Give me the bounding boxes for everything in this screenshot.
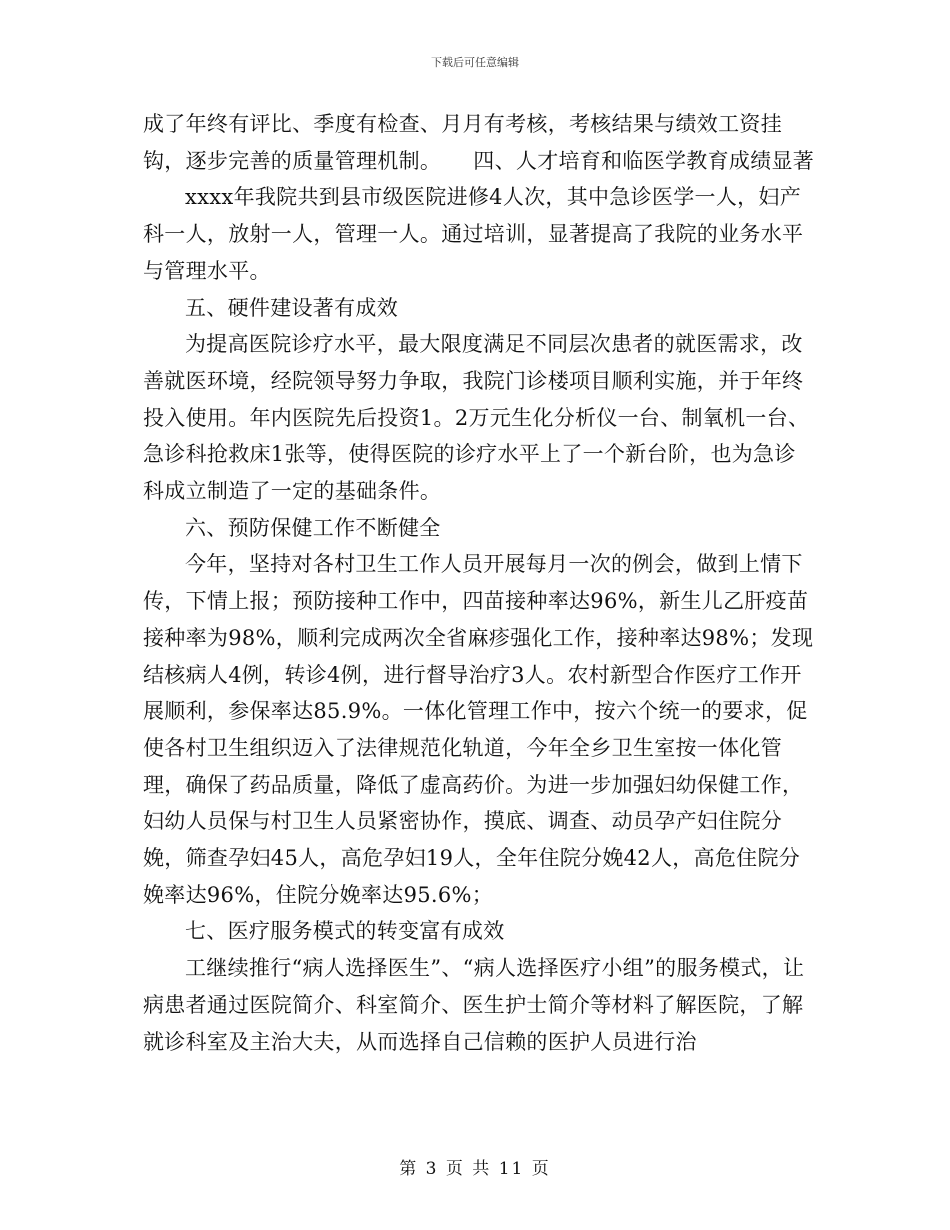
section-heading-7: 七、医疗服务模式的转变富有成效 xyxy=(185,919,505,944)
body-text xyxy=(143,106,815,1060)
page-footer: 第 3 页 共 11 页 xyxy=(399,1159,551,1179)
section-heading-6: 六、预防保健工作不断健全 xyxy=(185,515,441,540)
page-header: 下载后可任意编辑 xyxy=(431,56,519,69)
paragraph-4: 今年，坚持对各村卫生工作人员开展每月一次的例会，做到上情下传，下情上报；预防接种工作中，四苗接种率达96%，新生儿乙肝疫苗接种率为98%，顺利完成两次全省麻疹强化工作，接种率达98%；发现结核病人4例，转诊4例，进行督导治疗3人。农村新型合作医疗工作开展顺利，参保率达85.9%。一体化管理工作中，按六个统一的要求，促使各村卫生组织迈入了法律规范化轨道，今年全乡卫生室按一体化管理，确保了药品质量，降低了虚高药价。为进一步加强妇幼保健工作，妇幼人员保与村卫生人员紧密协作，摸底、调查、动员孕产妇住院分娩，筛查孕妇45人，高危孕妇19人，全年住院分娩42人，高危住院分娩率达96%，住院分娩率达95.6%； xyxy=(143,552,814,907)
paragraph-2: xxxx年我院共到县市级医院进修4人次，其中急诊医学一人，妇产科一人，放射一人，管理一人。通过培训，显著提高了我院的业务水平与管理水平。 xyxy=(143,185,804,283)
section-heading-5: 五、硬件建设著有成效 xyxy=(185,295,398,320)
paragraph-1: 成了年终有评比、季度有检查、月月有考核，考核结果与绩效工资挂钩，逐步完善的质量管理机制。 四、人才培育和临医学教育成绩显著 xyxy=(143,112,815,173)
paragraph-3: 为提高医院诊疗水平，最大限度满足不同层次患者的就医需求，改善就医环境，经院领导努力争取，我院门诊楼项目顺利实施，并于年终投入使用。年内医院先后投资1。2万元生化分析仪一台、制氧机一台、急诊科抢救床1张等，使得医院的诊疗水平上了一个新台阶，也为急诊科成立制造了一定的基础条件。 xyxy=(143,332,810,504)
paragraph-5: 工继续推行“病人选择医生”、“病人选择医疗小组”的服务模式，让病患者通过医院简介、科室简介、医生护士简介等材料了解医院，了解就诊科室及主治大夫，从而选择自己信赖的医护人员进行治 xyxy=(143,956,805,1054)
